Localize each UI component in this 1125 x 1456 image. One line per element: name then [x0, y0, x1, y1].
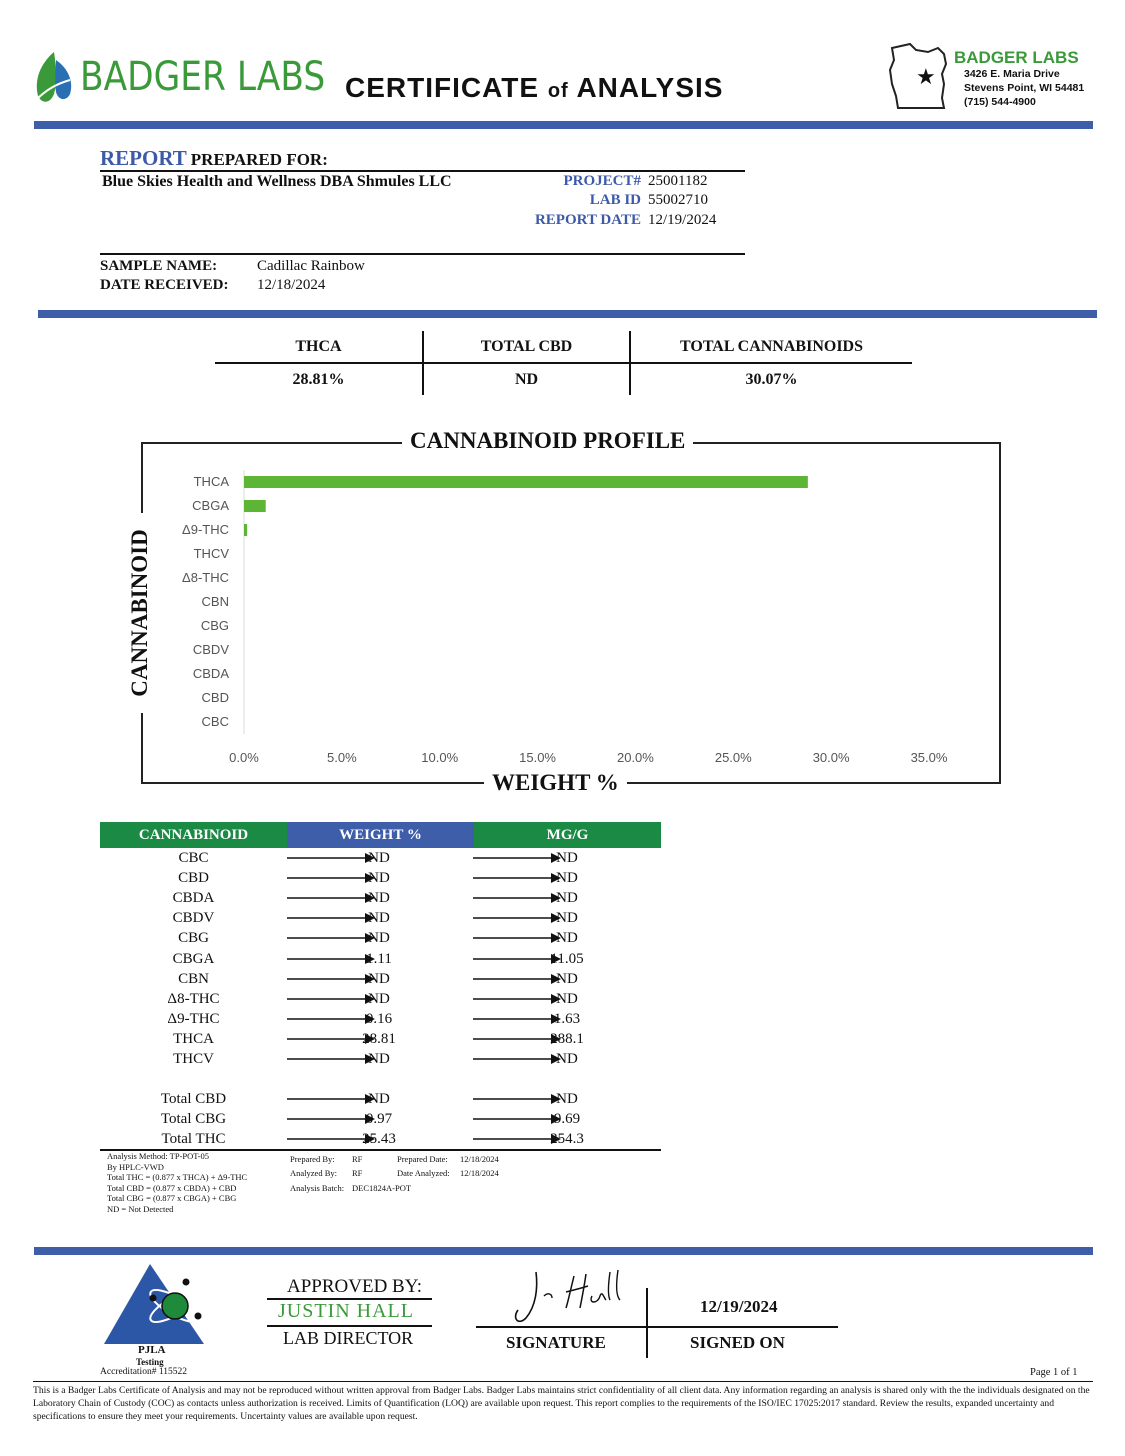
row-cannabinoid: Total CBG — [160, 1111, 227, 1128]
badger-labs-logo — [32, 50, 326, 106]
results-header-weight: WEIGHT % — [287, 822, 474, 848]
chart-bar — [244, 476, 808, 488]
date-analyzed-label: Date Analyzed: — [397, 1168, 450, 1178]
header-divider — [34, 121, 1093, 129]
chart-category-label: Δ8-THC — [182, 570, 229, 585]
signature-icon — [508, 1268, 638, 1328]
row-cannabinoid: CBD — [178, 870, 209, 887]
row-weight: ND — [368, 1091, 390, 1107]
chart-bar — [244, 500, 266, 512]
row-cannabinoid: THCV — [173, 1051, 214, 1067]
address-block — [886, 40, 1106, 114]
signed-on-date: 12/19/2024 — [700, 1297, 778, 1316]
row-weight: ND — [368, 990, 390, 1007]
pjla-accreditation: Accreditation# 115522 — [100, 1367, 187, 1377]
results-row — [100, 868, 660, 888]
row-weight: ND — [368, 1051, 390, 1067]
title-analysis: ANALYSIS — [576, 72, 724, 103]
summary-rule — [215, 362, 912, 364]
method-note-line: Analysis Method: TP-POT-05 — [107, 1151, 210, 1161]
results-row — [100, 928, 660, 948]
signature-divider — [646, 1288, 648, 1358]
row-weight: ND — [368, 930, 390, 947]
row-cannabinoid: CBDV — [172, 910, 215, 927]
row-mgg: ND — [556, 890, 578, 907]
chart-category-label: CBC — [201, 714, 229, 729]
summary-value-thca: 28.81% — [292, 371, 345, 388]
results-row — [100, 908, 660, 928]
chart-x-tick-label: 5.0% — [327, 750, 357, 765]
chart-y-title: CANNABINOID — [127, 513, 153, 713]
brand-name: BADGER LABS — [80, 54, 326, 100]
results-row — [100, 1129, 660, 1149]
results-row — [100, 1049, 660, 1069]
row-mgg: ND — [556, 870, 578, 887]
date-received-label: DATE RECEIVED: — [100, 277, 229, 293]
address-city: Stevens Point, WI 54481 — [964, 82, 1085, 94]
chart-x-tick-label: 0.0% — [229, 750, 259, 765]
row-weight: ND — [368, 890, 390, 907]
results-row — [100, 848, 660, 868]
chart-x-tick-label: 10.0% — [421, 750, 459, 765]
title-certificate: CERTIFICATE — [345, 72, 540, 103]
row-cannabinoid: Δ8-THC — [167, 990, 220, 1007]
method-note-line: Total CBG = (0.877 x CBGA) + CBG — [107, 1193, 237, 1203]
results-header-mgg: MG/G — [474, 822, 661, 848]
row-mgg: 11.05 — [550, 950, 584, 967]
row-cannabinoid: CBN — [178, 970, 209, 987]
analyzed-by-value: RF — [352, 1168, 363, 1178]
chart-bar — [244, 524, 247, 536]
approver-title: LAB DIRECTOR — [283, 1328, 414, 1348]
chart-category-label: CBG — [200, 618, 229, 633]
row-mgg: 9.69 — [553, 1111, 581, 1128]
chart-category-label: CBDA — [192, 666, 229, 681]
row-cannabinoid: Δ9-THC — [167, 1010, 220, 1027]
pjla-text: PJLA — [138, 1344, 166, 1356]
row-weight: 28.81 — [362, 1030, 396, 1047]
method-note-line: By HPLC-VWD — [107, 1161, 164, 1172]
disclaimer-rule — [33, 1381, 1093, 1382]
address-street: 3426 E. Maria Drive — [964, 68, 1060, 80]
report-heading — [100, 146, 328, 171]
document-title — [345, 72, 723, 104]
disclaimer: This is a Badger Labs Certificate of Analysis and may not be reproduced without written approval from Badger Labs. Badger Labs maintains strict confidentiality of all client data. Any information regarding an analysis is shared only with the the individuals designated on the Laboratory Chain of Custody (COC) as contacts unless authorization is received. Limits of Quantification (LOQ) are available upon request. This report complies to the requirements of the ISO/IEC 17025:2017 standard. Review the results, expanded uncertainty and specifications to ensure they meet your requirements. Uncertainty values are available upon request. — [33, 1385, 1090, 1422]
address-phone: (715) 544-4900 — [964, 96, 1036, 108]
signature-rule — [476, 1326, 838, 1328]
chart-title: CANNABINOID PROFILE — [402, 428, 693, 454]
row-weight: 0.16 — [365, 1010, 393, 1027]
chart-category-label: CBGA — [192, 498, 229, 513]
report-heading-rest: PREPARED FOR: — [190, 150, 328, 169]
results-row — [100, 1029, 660, 1049]
summary-header-total-cannabinoids: TOTAL CANNABINOIDS — [679, 338, 863, 355]
page-number: Page 1 of 1 — [1030, 1367, 1078, 1378]
report-divider — [38, 310, 1097, 318]
row-weight: ND — [368, 970, 390, 987]
row-mgg: 1.63 — [553, 1010, 581, 1027]
lab-id-label: LAB ID — [589, 192, 641, 208]
date-received-value: 12/18/2024 — [257, 277, 326, 293]
footer-divider — [34, 1247, 1093, 1255]
summary-table — [215, 331, 912, 395]
row-weight: ND — [368, 850, 390, 866]
approved-by-label: APPROVED BY: — [287, 1276, 422, 1297]
project-value: 25001182 — [648, 173, 708, 189]
row-mgg: 288.1 — [550, 1030, 584, 1047]
report-date-label: REPORT DATE — [534, 212, 641, 228]
chart-category-label: THCV — [193, 546, 229, 561]
row-weight: ND — [368, 870, 390, 887]
row-weight: 0.97 — [365, 1111, 393, 1128]
row-mgg: ND — [556, 850, 578, 866]
pjla-testing: Testing — [136, 1357, 164, 1367]
method-notes — [107, 1151, 247, 1214]
row-cannabinoid: CBC — [178, 850, 209, 866]
sample-name-value: Cadillac Rainbow — [257, 258, 365, 274]
row-cannabinoid: CBG — [178, 930, 209, 947]
row-cannabinoid: Total CBD — [160, 1091, 227, 1107]
row-mgg: ND — [556, 930, 578, 947]
batch-value: DEC1824A-POT — [352, 1183, 412, 1193]
prepared-by-value: RF — [352, 1154, 363, 1164]
results-row — [100, 1089, 660, 1109]
date-analyzed-value: 12/18/2024 — [460, 1168, 499, 1178]
summary-value-total-cbd: ND — [514, 371, 539, 388]
results-row — [100, 888, 660, 908]
chart-x-tick-label: 25.0% — [714, 750, 752, 765]
results-row — [100, 1109, 660, 1129]
row-mgg: ND — [556, 970, 578, 987]
chart-category-label: CBN — [201, 594, 229, 609]
chart-x-title: WEIGHT % — [484, 770, 627, 796]
signed-on-label: SIGNED ON — [690, 1333, 785, 1352]
method-note-line: Total CBD = (0.877 x CBDA) + CBD — [107, 1182, 237, 1193]
row-mgg: ND — [556, 910, 578, 927]
row-weight: ND — [368, 910, 390, 927]
chart-x-tick-label: 35.0% — [910, 750, 948, 765]
row-mgg: ND — [556, 1091, 578, 1107]
chart-x-tick-label: 15.0% — [519, 750, 557, 765]
leaf-icon — [32, 50, 76, 106]
svg-text:★: ★ — [916, 65, 936, 90]
summary-header-thca: THCA — [295, 338, 342, 355]
chart-category-label: CBD — [201, 690, 229, 705]
title-of: of — [547, 80, 569, 102]
results-header-cannabinoid: CANNABINOID — [100, 822, 287, 848]
analyzed-by-label: Analyzed By: — [290, 1168, 337, 1178]
address-brand: BADGER LABS — [954, 48, 1079, 67]
summary-value-total-cannabinoids: 30.07% — [745, 371, 798, 388]
row-weight: 25.43 — [362, 1131, 396, 1148]
chart-x-tick-label: 30.0% — [812, 750, 850, 765]
chart-category-label: Δ9-THC — [182, 522, 229, 537]
wisconsin-map-icon — [886, 40, 956, 112]
method-note-line: Total THC = (0.877 x THCA) + Δ9-THC — [107, 1172, 248, 1182]
row-mgg: 254.3 — [550, 1131, 584, 1148]
batch-label: Analysis Batch: — [290, 1183, 345, 1193]
signature-label: SIGNATURE — [506, 1333, 606, 1352]
sample-name-label: SAMPLE NAME: — [100, 258, 218, 274]
summary-header-total-cbd: TOTAL CBD — [480, 338, 573, 355]
row-cannabinoid: THCA — [173, 1030, 214, 1047]
results-row — [100, 949, 660, 969]
sample-rule — [100, 253, 745, 255]
method-note-line: ND = Not Detected — [107, 1203, 174, 1214]
client-name: Blue Skies Health and Wellness DBA Shmules LLC — [102, 173, 452, 190]
row-weight: 1.11 — [366, 950, 392, 967]
report-heading-rule — [100, 170, 745, 172]
row-cannabinoid: CBDA — [172, 890, 215, 907]
row-cannabinoid: CBGA — [172, 950, 215, 967]
lab-id-value: 55002710 — [648, 192, 708, 208]
row-mgg: ND — [556, 1051, 578, 1067]
row-mgg: ND — [556, 990, 578, 1007]
cannabinoid-chart — [160, 460, 960, 770]
row-cannabinoid: Total THC — [161, 1131, 226, 1148]
report-heading-word: REPORT — [100, 146, 187, 170]
prepared-by-label: Prepared By: — [290, 1154, 335, 1164]
chart-x-tick-label: 20.0% — [616, 750, 654, 765]
project-label: PROJECT# — [563, 173, 641, 189]
results-row — [100, 989, 660, 1009]
approver-name: JUSTIN HALL — [278, 1300, 414, 1322]
chart-category-label: CBDV — [192, 642, 229, 657]
prepared-date-label: Prepared Date: — [397, 1154, 448, 1164]
pjla-triangle-icon — [100, 1262, 210, 1348]
pjla-logo — [100, 1262, 210, 1380]
results-row — [100, 969, 660, 989]
approved-rule-2 — [267, 1325, 432, 1327]
results-row — [100, 1009, 660, 1029]
report-date-value: 12/19/2024 — [648, 212, 717, 228]
prepared-date-value: 12/18/2024 — [460, 1154, 499, 1164]
chart-category-label: THCA — [193, 474, 229, 489]
